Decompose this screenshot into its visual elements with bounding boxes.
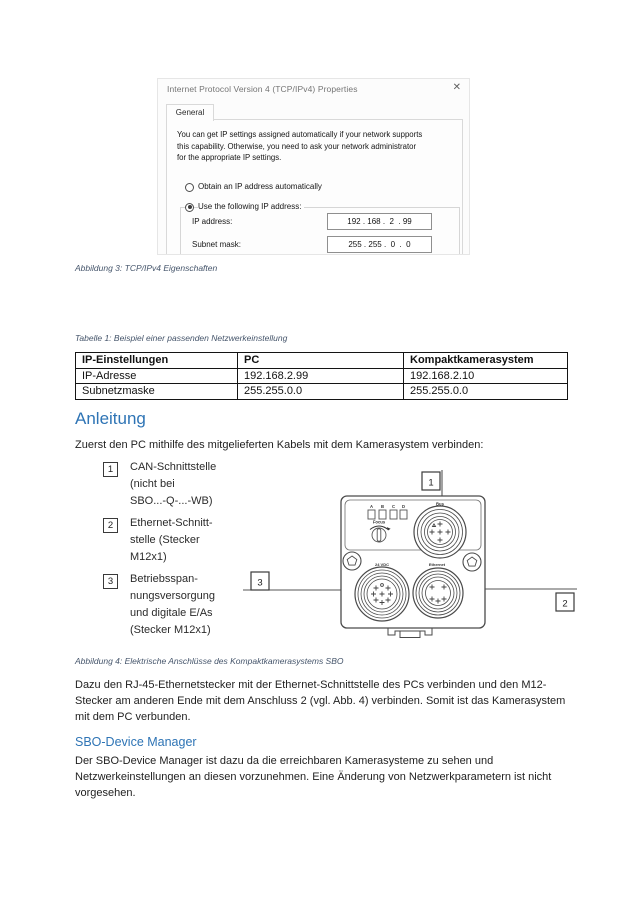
legend-line: nungsversorgung — [130, 590, 216, 602]
camera-device-drawing — [240, 464, 580, 648]
figure4-diagram — [75, 456, 580, 656]
paragraph-connection: Dazu den RJ-45-Ethernetstecker mit der Ethernet-Schnittstelle des PCs verbinden und den M12-Stecker am anderen Ende mit dem Anschluss 2 (vgl. Abb. 4) verbinden. Somit ist das Kamerasystem mit dem PC verbunden. — [75, 679, 566, 723]
dialog-description — [177, 129, 422, 164]
radio-circle-icon — [185, 183, 194, 192]
led-label: B — [380, 504, 385, 509]
table-cell: 255.255.0.0 — [404, 384, 568, 400]
network-settings-table — [75, 352, 568, 400]
callout-2-number: 2 — [562, 598, 568, 610]
dialog-description-line: You can get IP settings assigned automatically if your network supports — [177, 130, 423, 139]
table-header-cell: PC — [238, 353, 404, 369]
callout-1 — [422, 472, 440, 490]
close-icon: ✕ — [452, 82, 461, 93]
dialog-description-line: this capability. Otherwise, you need to ask your network administrator — [177, 141, 417, 151]
legend-line: (Stecker M12x1) — [130, 624, 211, 636]
legend-line: CAN-Schnittstelle — [130, 461, 217, 473]
callout-3 — [251, 572, 269, 590]
radio-label: Use the following IP address: — [198, 202, 304, 211]
led-label: C — [391, 504, 396, 509]
table1-caption: Tabelle 1: Beispiel einer passenden Netzwerkeinstellung — [75, 333, 288, 343]
figure4-caption: Abbildung 4: Elektrische Anschlüsse des Kompaktkamerasystems SBO — [75, 656, 344, 666]
legend-line: Betriebsspan- — [130, 573, 198, 585]
table-header-cell: Kompaktkamerasystem — [404, 353, 568, 369]
legend-line: (nicht bei — [130, 478, 175, 490]
dialog-tab-panel — [166, 119, 463, 255]
subnet-mask-label: Subnet mask: — [192, 240, 241, 249]
tcpip-properties-dialog-screenshot — [157, 78, 470, 255]
power-label: 24 VDC — [374, 562, 390, 567]
table-row — [76, 384, 568, 400]
legend-line: und digitale E/As — [130, 607, 213, 619]
table-row — [76, 368, 568, 384]
ip-address-label: IP address: — [192, 217, 233, 226]
legend-number: 1 — [103, 462, 118, 477]
radio-use-following — [185, 202, 385, 212]
figure3-caption: Abbildung 3: TCP/IPv4 Eigenschaften — [75, 263, 218, 273]
intro-paragraph: Zuerst den PC mithilfe des mitgelieferten Kabels mit dem Kamerasystem verbinden: — [75, 439, 484, 451]
heading-sbo-device-manager: SBO-Device Manager — [75, 735, 197, 749]
dialog-description-line: for the appropriate IP settings. — [177, 153, 282, 162]
paragraph-sbo: Der SBO-Device Manager ist dazu da die erreichbaren Kamerasysteme zu sehen und Netzwerkeinstellungen an diesen vorzunehmen. Eine Änderung von Netzwerkparametern ist nicht vorgesehen. — [75, 755, 552, 799]
ip-address-field: 192 . 168 . 2 . 99 — [327, 213, 432, 230]
led-label: A — [369, 504, 374, 509]
legend-item-ethernet — [130, 515, 213, 566]
dialog-title: Internet Protocol Version 4 (TCP/IPv4) Properties — [167, 84, 358, 94]
radio-label: Obtain an IP address automatically — [198, 182, 322, 191]
legend-item-power — [130, 571, 215, 639]
table-header-cell: IP-Einstellungen — [76, 353, 238, 369]
legend-line: SBO...-Q-...-WB) — [130, 495, 213, 507]
legend-number: 3 — [103, 574, 118, 589]
radio-obtain-automatically — [185, 182, 445, 192]
table-cell: 255.255.0.0 — [238, 384, 404, 400]
table-header-row — [76, 353, 568, 369]
legend-line: stelle (Stecker — [130, 534, 200, 546]
legend-item-can — [130, 459, 216, 510]
subnet-mask-field: 255 . 255 . 0 . 0 — [327, 236, 432, 253]
radio-selected-icon — [185, 203, 194, 212]
heading-anleitung: Anleitung — [75, 409, 146, 428]
tab-general: General — [166, 104, 214, 121]
legend-number: 2 — [103, 518, 118, 533]
callout-3-number: 3 — [257, 577, 263, 589]
bus-label: Bus — [436, 501, 444, 507]
legend-line: M12x1) — [130, 551, 167, 563]
led-label: D — [401, 504, 406, 509]
table-cell: Subnetzmaske — [76, 384, 238, 400]
table-cell: IP-Adresse — [76, 368, 238, 384]
legend-line: Ethernet-Schnitt- — [130, 517, 213, 529]
callout-1-number: 1 — [428, 477, 434, 489]
mounting-clip — [388, 628, 432, 638]
table-cell: 192.168.2.99 — [238, 368, 404, 384]
focus-label: Focus — [372, 519, 386, 525]
ethernet-label: Ethernet — [428, 562, 446, 567]
callout-2 — [556, 593, 574, 611]
table-cell: 192.168.2.10 — [404, 368, 568, 384]
